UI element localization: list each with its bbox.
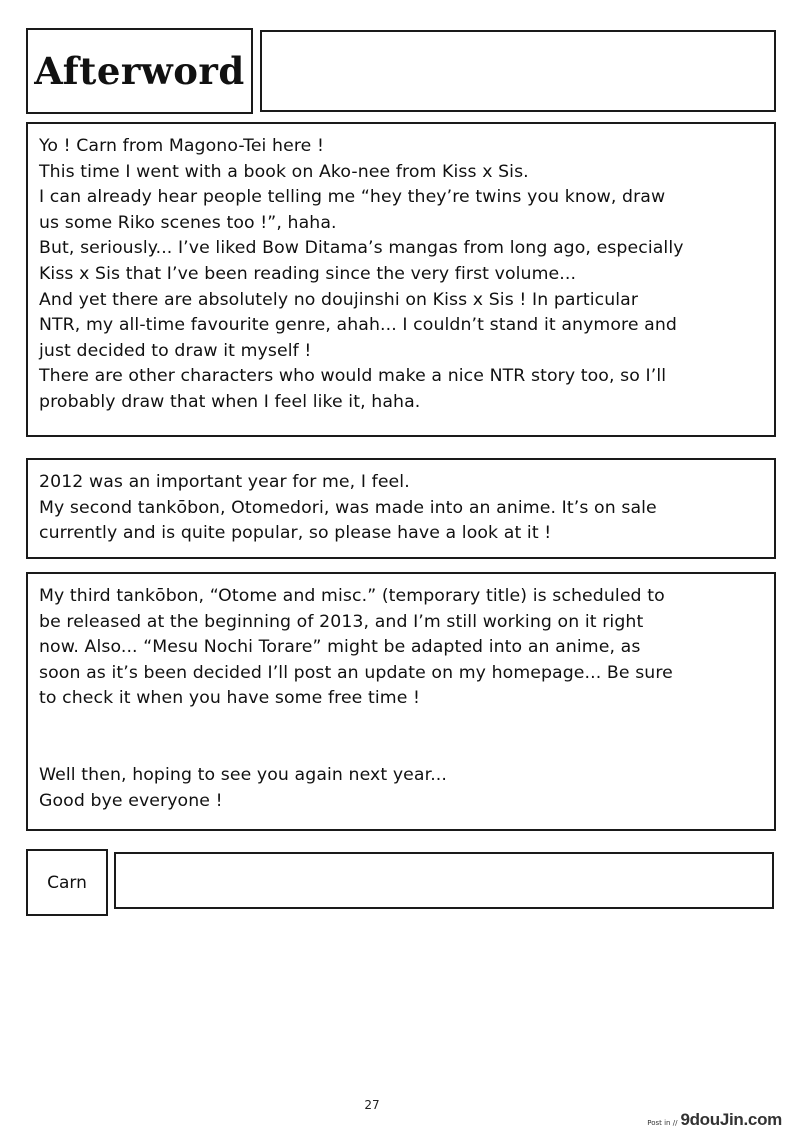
- intro-text-panel: [26, 122, 776, 437]
- intro-line: Yo ! Carn from Magono-Tei here !: [39, 136, 325, 156]
- signature-panel: [26, 849, 108, 916]
- title-panel: [26, 28, 253, 114]
- closing-line: Well then, hoping to see you again next year...: [39, 764, 447, 785]
- future-line: My third tankōbon, “Otome and misc.” (temporary title) is scheduled to: [39, 586, 665, 606]
- signature-blank-panel: [114, 852, 774, 909]
- author-signature: Carn: [47, 872, 87, 893]
- future-line: to check it when you have some free time !: [39, 688, 421, 709]
- watermark-site: 9douJin.com: [680, 1110, 782, 1129]
- page-title: Afterword: [34, 49, 245, 93]
- year-line: currently and is quite popular, so please have a look at it !: [39, 523, 552, 544]
- future-line: soon as it’s been decided I’ll post an update on my homepage... Be sure: [39, 662, 673, 683]
- intro-line: just decided to draw it myself !: [39, 340, 312, 361]
- intro-line: Kiss x Sis that I’ve been reading since the very first volume...: [39, 263, 577, 284]
- title-blank-panel: [260, 30, 776, 112]
- watermark-prefix: Post in //: [647, 1119, 678, 1127]
- paragraph-gap: [39, 712, 764, 763]
- future-text-panel: [26, 572, 776, 831]
- closing-line: Good bye everyone !: [39, 790, 223, 811]
- intro-line: This time I went with a book on Ako-nee from Kiss x Sis.: [39, 161, 529, 182]
- watermark: [647, 1110, 782, 1130]
- intro-line: us some Riko scenes too !”, haha.: [39, 212, 337, 233]
- year-text-panel: [26, 458, 776, 559]
- year-line: 2012 was an important year for me, I feel.: [39, 472, 410, 492]
- intro-line: But, seriously... I’ve liked Bow Ditama’s mangas from long ago, especially: [39, 238, 684, 259]
- intro-line: probably draw that when I feel like it, haha.: [39, 391, 421, 412]
- future-line: be released at the beginning of 2013, and I’m still working on it right: [39, 611, 644, 632]
- intro-line: There are other characters who would make a nice NTR story too, so I’ll: [39, 366, 667, 387]
- intro-line: NTR, my all-time favourite genre, ahah... I couldn’t stand it anymore and: [39, 315, 677, 336]
- page-number: 27: [364, 1098, 380, 1112]
- intro-line: I can already hear people telling me “hey they’re twins you know, draw: [39, 187, 666, 208]
- intro-line: And yet there are absolutely no doujinshi on Kiss x Sis ! In particular: [39, 289, 639, 310]
- year-line: My second tankōbon, Otomedori, was made into an anime. It’s on sale: [39, 497, 657, 518]
- future-line: now. Also... “Mesu Nochi Torare” might be adapted into an anime, as: [39, 637, 641, 658]
